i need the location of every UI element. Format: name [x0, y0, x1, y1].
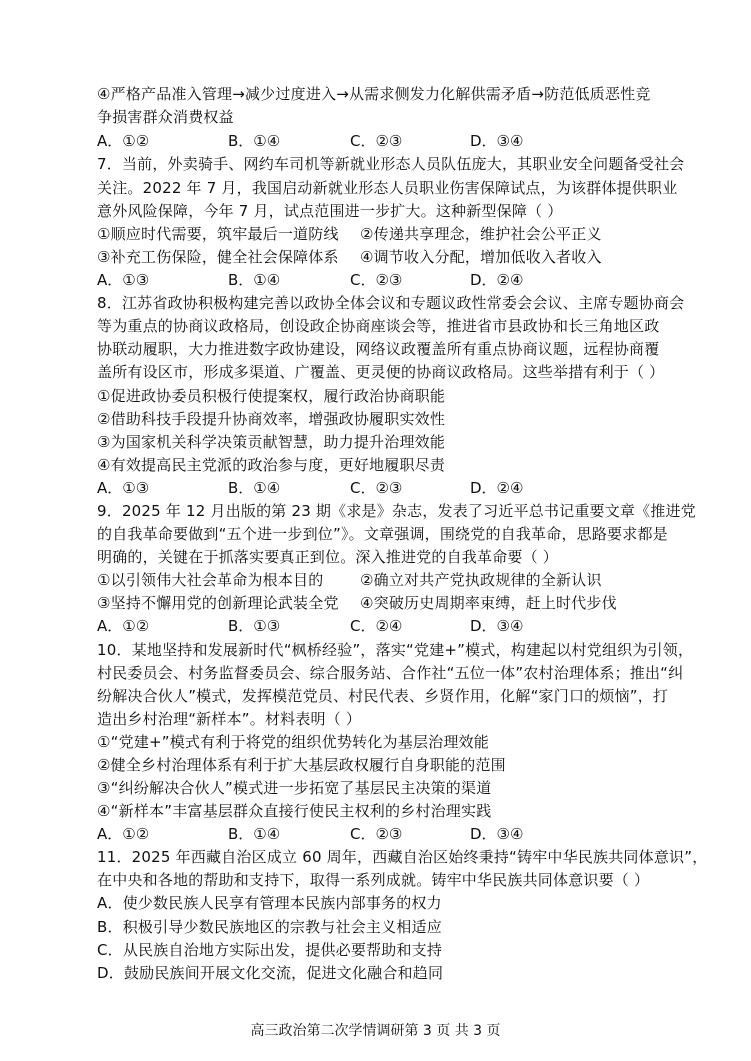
q7-option-b: B．①④	[228, 271, 281, 289]
q7-stem-line3: 意外风险保障，今年 7 月，试点范围进一步扩大。这种新型保障（ ）	[97, 202, 563, 220]
q10-statement-3: ③“纠纷解决合伙人”模式进一步拓宽了基层民主决策的渠道	[97, 779, 492, 797]
q8-option-c: C．②③	[350, 479, 403, 497]
q11-stem-line2: 在中央和各地的帮助和支持下，取得一系列成就。铸牢中华民族共同体意识要（ ）	[97, 871, 650, 889]
q8-stem-line1: 8．江苏省政协积极构建完善以政协全体会议和专题议政性常委会会议、主席专题协商会	[97, 294, 685, 312]
q6-option-c: C．②③	[350, 132, 403, 150]
q11-stem-line1: 11．2025 年西藏自治区成立 60 周年，西藏自治区始终秉持“铸牢中华民族共同体意识”，	[97, 848, 708, 866]
q9-statement-3: ③坚持不懈用党的创新理论武装全党	[97, 594, 339, 612]
q10-stem-line4: 造出乡村治理“新样本”。材料表明（ ）	[97, 710, 362, 728]
q7-option-c: C．②③	[350, 271, 403, 289]
q10-statement-1: ①“党建+”模式有利于将党的组织优势转化为基层治理效能	[97, 733, 489, 751]
page-footer: 高三政治第二次学情调研第 3 页 共 3 页	[250, 1023, 501, 1039]
q9-stem-line2: 的自我革命要做到“五个进一步到位”》。文章强调，围绕党的自我革命，思路要求都是	[97, 525, 668, 543]
q9-option-b: B．①③	[228, 617, 281, 635]
q9-statement-1: ①以引领伟大社会革命为根本目的	[97, 571, 324, 589]
q9-option-a: A．①②	[97, 617, 150, 635]
q9-option-d: D．③④	[470, 617, 524, 635]
q11-option-c: C．从民族自治地方实际出发，提供必要帮助和支持	[97, 941, 443, 959]
q6-statement-4-line2: 争损害群众消费权益	[97, 108, 234, 126]
q8-statement-2: ②借助科技手段提升协商效率，增强政协履职实效性	[97, 410, 446, 428]
q8-stem-line4: 盖所有设区市，形成多渠道、广覆盖、更灵便的协商议政格局。这些举措有利于（ ）	[97, 363, 665, 381]
q10-stem-line2: 村民委员会、村务监督委员会、综合服务站、合作社“五位一体”农村治理体系；推出“纠	[97, 664, 684, 682]
q7-stem-line2: 关注。2022 年 7 月，我国启动新就业形态人员职业伤害保障试点，为该群体提供职业	[97, 179, 678, 197]
q9-stem-line3: 明确的，关键在于抓落实要真正到位。深入推进党的自我革命要（ ）	[97, 548, 558, 566]
q7-option-a: A．①③	[97, 271, 150, 289]
q11-option-a: A．使少数民族人民享有管理本民族内部事务的权力	[97, 894, 442, 912]
q11-option-d: D．鼓励民族间开展文化交流，促进文化融合和趋同	[97, 964, 444, 982]
q8-option-b: B．①④	[228, 479, 281, 497]
q11-option-b: B．积极引导少数民族地区的宗教与社会主义相适应	[97, 918, 442, 936]
q8-stem-line2: 等为重点的协商议政格局，创设政企协商座谈会等，推进省市县政协和长三角地区政	[97, 317, 660, 335]
q10-option-a: A．①②	[97, 825, 150, 843]
q8-statement-3: ③为国家机关科学决策贡献智慧，助力提升治理效能	[97, 433, 446, 451]
q8-statement-1: ①促进政协委员积极行使提案权，履行政治协商职能	[97, 387, 446, 405]
q7-statement-3: ③补充工伤保险，健全社会保障体系	[97, 248, 339, 266]
q9-statement-2: ②确立对共产党执政规律的全新认识	[360, 571, 602, 589]
q9-statement-4: ④突破历史周期率束缚，赶上时代步伐	[360, 594, 617, 612]
q6-option-d: D．③④	[470, 132, 524, 150]
q7-statement-2: ②传递共享理念，维护社会公平正义	[360, 225, 602, 243]
q9-stem-line1: 9．2025 年 12 月出版的第 23 期《求是》杂志，发表了习近平总书记重要文章《推进党	[97, 502, 696, 520]
q8-stem-line3: 协联动履职，大力推进数字政协建设，网络议政覆盖所有重点协商议题，远程协商覆	[97, 340, 660, 358]
q10-statement-4: ④“新样本”丰富基层群众直接行使民主权利的乡村治理实践	[97, 802, 492, 820]
q6-statement-4-line1: ④严格产品准入管理→减少过度进入→从需求侧发力化解供需矛盾→防范低质恶性竞	[97, 85, 651, 103]
q6-option-b: B．①④	[228, 132, 281, 150]
q8-option-d: D．②④	[470, 479, 524, 497]
q7-option-d: D．②④	[470, 271, 524, 289]
q7-statement-4: ④调节收入分配，增加低收入者收入	[360, 248, 602, 266]
q6-option-a: A．①②	[97, 132, 150, 150]
q10-option-d: D．③④	[470, 825, 524, 843]
q10-stem-line1: 10．某地坚持和发展新时代“枫桥经验”，落实“党建+”模式，构建起以村党组织为引领，	[97, 641, 694, 659]
q10-statement-2: ②健全乡村治理体系有利于扩大基层政权履行自身职能的范围	[97, 756, 506, 774]
q7-stem-line1: 7．当前，外卖骑手、网约车司机等新就业形态人员队伍庞大，其职业安全问题备受社会	[97, 155, 685, 173]
q8-option-a: A．①③	[97, 479, 150, 497]
q10-stem-line3: 纷解决合伙人”模式，发挥模范党员、村民代表、乡贤作用，化解“家门口的烦恼”，打	[97, 687, 669, 705]
q7-statement-1: ①顺应时代需要，筑牢最后一道防线	[97, 225, 339, 243]
q10-option-c: C．②③	[350, 825, 403, 843]
q9-option-c: C．②④	[350, 617, 403, 635]
q10-option-b: B．①④	[228, 825, 281, 843]
q8-statement-4: ④有效提高民主党派的政治参与度，更好地履职尽责	[97, 456, 446, 474]
